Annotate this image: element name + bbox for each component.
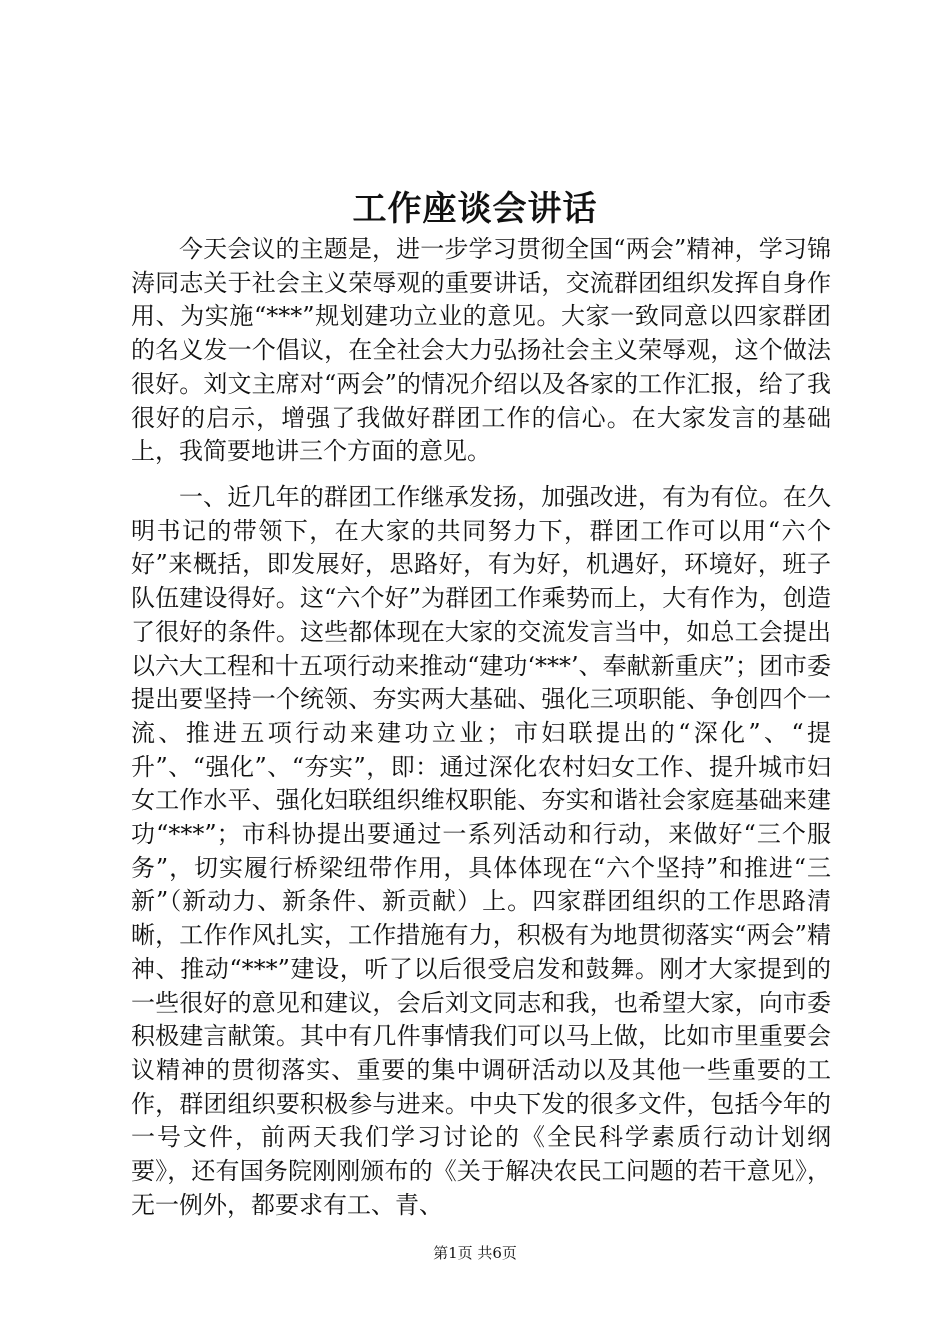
page-footer: 第1页 共6页 <box>433 1244 517 1262</box>
document-title: 工作座谈会讲话 <box>352 189 598 229</box>
paragraph-2: 一、近几年的群团工作继承发扬，加强改进，有为有位。在久明书记的带领下，在大家的共同努力下，群团工作可以用“六个好”来概括，即发展好，思路好，有为好，机遇好，环境好，班子队伍建设得好。这“六个好”为群团工作乘势而上，大有作为，创造了很好的条件。这些都体现在大家的交流发言当中，如总工会提出以六大工程和十五项行动来推动“建功‘***’、奉献新重庆”；团市委提出要坚持一个统领、夯实两大基础、强化三项职能、争创四个一流、推进五项行动来建功立业；市妇联提出的“深化”、“提升”、“强化”、“夯实”，即：通过深化农村妇女工作、提升城市妇女工作水平、强化妇联组织维权职能、夯实和谐社会家庭基础来建功“***”；市科协提出要通过一系列活动和行动，来做好“三个服务”，切实履行桥梁纽带作用，具体体现在“六个坚持”和推进“三新”（新动力、新条件、新贡献）上。四家群团组织的工作思路清晰，工作作风扎实，工作措施有力，积极有为地贯彻落实“两会”精神、推动“***”建设，听了以后很受启发和鼓舞。刚才大家提到的一些很好的意见和建议，会后刘文同志和我，也希望大家，向市委积极建言献策。其中有几件事情我们可以马上做，比如市里重要会议精神的贯彻落实、重要的集中调研活动以及其他一些重要的工作，群团组织要积极参与进来。中央下发的很多文件，包括今年的一号文件，前两天我们学习讨论的《全民科学素质行动计划纲要》，还有国务院刚刚颁布的《关于解决农民工问题的若干意见》，无一例外，都要求有工、青、 <box>131 483 831 1219</box>
paragraph-1: 今天会议的主题是，进一步学习贯彻全国“两会”精神，学习锦涛同志关于社会主义荣辱观的重要讲话，交流群团组织发挥自身作用、为实施“***”规划建功立业的意见。大家一致同意以四家群团的名义发一个倡议，在全社会大力弘扬社会主义荣辱观，这个做法很好。刘文主席对“两会”的情况介绍以及各家的工作汇报，给了我很好的启示，增强了我做好群团工作的信心。在大家发言的基础上，我简要地讲三个方面的意见。 <box>131 235 831 466</box>
